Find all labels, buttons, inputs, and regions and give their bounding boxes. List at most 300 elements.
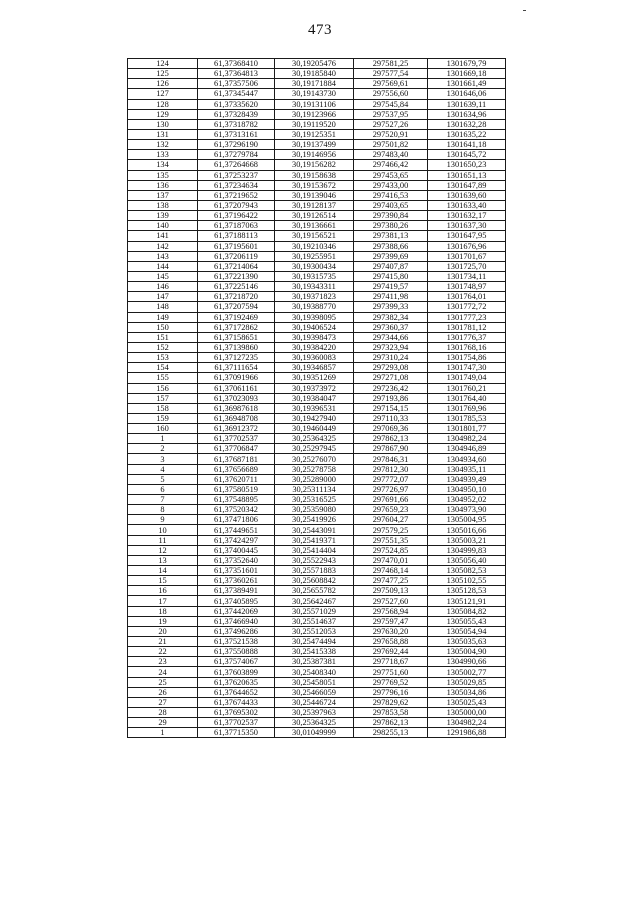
table-row: [128, 626, 506, 636]
latitude-cell: 61,37187063: [198, 221, 275, 231]
x-coordinate-cell: 297545,84: [354, 99, 428, 109]
x-coordinate-cell: 297344,66: [354, 332, 428, 342]
longitude-cell: 30,19185840: [275, 69, 354, 79]
latitude-cell: 61,37644652: [198, 687, 275, 697]
x-coordinate-cell: 297399,33: [354, 302, 428, 312]
latitude-cell: 61,37442069: [198, 606, 275, 616]
x-coordinate-cell: 297381,13: [354, 231, 428, 241]
table-row: [128, 231, 506, 241]
table-row: [128, 353, 506, 363]
point-number-cell: 1: [128, 434, 198, 444]
point-number-cell: 129: [128, 109, 198, 119]
point-number-cell: 14: [128, 566, 198, 576]
table-row: [128, 525, 506, 535]
latitude-cell: 61,37207594: [198, 302, 275, 312]
longitude-cell: 30,25364325: [275, 718, 354, 728]
y-coordinate-cell: 1301641,18: [428, 140, 506, 150]
table-row: [128, 150, 506, 160]
latitude-cell: 61,37620635: [198, 677, 275, 687]
y-coordinate-cell: 1301633,40: [428, 200, 506, 210]
point-number-cell: 159: [128, 413, 198, 423]
x-coordinate-cell: 297568,94: [354, 606, 428, 616]
point-number-cell: 155: [128, 373, 198, 383]
x-coordinate-cell: 298255,13: [354, 728, 428, 738]
table-row: [128, 576, 506, 586]
point-number-cell: 1: [128, 728, 198, 738]
longitude-cell: 30,25415338: [275, 647, 354, 657]
longitude-cell: 30,25571883: [275, 566, 354, 576]
latitude-cell: 61,37674433: [198, 697, 275, 707]
longitude-cell: 30,25387381: [275, 657, 354, 667]
y-coordinate-cell: 1304952,02: [428, 495, 506, 505]
table-row: [128, 413, 506, 423]
longitude-cell: 30,19346857: [275, 363, 354, 373]
table-row: [128, 454, 506, 464]
latitude-cell: 61,37023093: [198, 393, 275, 403]
x-coordinate-cell: 297477,25: [354, 576, 428, 586]
longitude-cell: 30,19143730: [275, 89, 354, 99]
table-row: [128, 393, 506, 403]
y-coordinate-cell: 1301734,11: [428, 271, 506, 281]
longitude-cell: 30,19460449: [275, 424, 354, 434]
point-number-cell: 150: [128, 322, 198, 332]
table-row: [128, 221, 506, 231]
longitude-cell: 30,25655782: [275, 586, 354, 596]
point-number-cell: 139: [128, 211, 198, 221]
table-row: [128, 464, 506, 474]
latitude-cell: 61,37620711: [198, 474, 275, 484]
table-row: [128, 59, 506, 69]
x-coordinate-cell: 297862,13: [354, 718, 428, 728]
longitude-cell: 30,25466059: [275, 687, 354, 697]
y-coordinate-cell: 1301747,30: [428, 363, 506, 373]
x-coordinate-cell: 297597,47: [354, 616, 428, 626]
x-coordinate-cell: 297551,35: [354, 535, 428, 545]
latitude-cell: 61,37279784: [198, 150, 275, 160]
latitude-cell: 61,37253237: [198, 170, 275, 180]
y-coordinate-cell: 1305128,53: [428, 586, 506, 596]
longitude-cell: 30,19315735: [275, 271, 354, 281]
x-coordinate-cell: 297154,15: [354, 403, 428, 413]
x-coordinate-cell: 297796,16: [354, 687, 428, 697]
longitude-cell: 30,19398095: [275, 312, 354, 322]
longitude-cell: 30,25414404: [275, 545, 354, 555]
y-coordinate-cell: 1304982,24: [428, 434, 506, 444]
longitude-cell: 30,25571029: [275, 606, 354, 616]
point-number-cell: 138: [128, 200, 198, 210]
longitude-cell: 30,19158638: [275, 170, 354, 180]
x-coordinate-cell: 297692,44: [354, 647, 428, 657]
longitude-cell: 30,19300434: [275, 261, 354, 271]
latitude-cell: 61,37214064: [198, 261, 275, 271]
y-coordinate-cell: 1304999,83: [428, 545, 506, 555]
latitude-cell: 61,37225146: [198, 282, 275, 292]
x-coordinate-cell: 297468,14: [354, 566, 428, 576]
x-coordinate-cell: 297691,66: [354, 495, 428, 505]
longitude-cell: 30,19255951: [275, 251, 354, 261]
y-coordinate-cell: 1301772,72: [428, 302, 506, 312]
longitude-cell: 30,25522943: [275, 555, 354, 565]
y-coordinate-cell: 1305056,40: [428, 555, 506, 565]
latitude-cell: 61,37702537: [198, 434, 275, 444]
y-coordinate-cell: 1301764,40: [428, 393, 506, 403]
y-coordinate-cell: 1304935,11: [428, 464, 506, 474]
table-row: [128, 708, 506, 718]
y-coordinate-cell: 1305003,21: [428, 535, 506, 545]
point-number-cell: 22: [128, 647, 198, 657]
y-coordinate-cell: 1304973,90: [428, 505, 506, 515]
table-row: [128, 109, 506, 119]
latitude-cell: 61,37471806: [198, 515, 275, 525]
latitude-cell: 61,37192469: [198, 312, 275, 322]
table-row: [128, 241, 506, 251]
longitude-cell: 30,01049999: [275, 728, 354, 738]
y-coordinate-cell: 1304939,49: [428, 474, 506, 484]
x-coordinate-cell: 297846,31: [354, 454, 428, 464]
x-coordinate-cell: 297110,33: [354, 413, 428, 423]
y-coordinate-cell: 1301781,12: [428, 322, 506, 332]
y-coordinate-cell: 1301769,96: [428, 403, 506, 413]
longitude-cell: 30,25419926: [275, 515, 354, 525]
y-coordinate-cell: 1301651,13: [428, 170, 506, 180]
latitude-cell: 61,37400445: [198, 545, 275, 555]
y-coordinate-cell: 1301749,04: [428, 373, 506, 383]
y-coordinate-cell: 1305035,63: [428, 637, 506, 647]
point-number-cell: 5: [128, 474, 198, 484]
x-coordinate-cell: 297812,30: [354, 464, 428, 474]
x-coordinate-cell: 297293,08: [354, 363, 428, 373]
point-number-cell: 20: [128, 626, 198, 636]
latitude-cell: 61,37188113: [198, 231, 275, 241]
x-coordinate-cell: 297524,85: [354, 545, 428, 555]
longitude-cell: 30,19119520: [275, 119, 354, 129]
y-coordinate-cell: 1301748,97: [428, 282, 506, 292]
latitude-cell: 61,37702537: [198, 718, 275, 728]
point-number-cell: 2: [128, 444, 198, 454]
coordinates-table: [127, 58, 506, 738]
y-coordinate-cell: 1305034,86: [428, 687, 506, 697]
latitude-cell: 61,37335620: [198, 99, 275, 109]
longitude-cell: 30,19123966: [275, 109, 354, 119]
table-row: [128, 79, 506, 89]
x-coordinate-cell: 297577,54: [354, 69, 428, 79]
table-row: [128, 373, 506, 383]
x-coordinate-cell: 297659,23: [354, 505, 428, 515]
longitude-cell: 30,19371823: [275, 292, 354, 302]
table-row: [128, 728, 506, 738]
longitude-cell: 30,19384047: [275, 393, 354, 403]
point-number-cell: 148: [128, 302, 198, 312]
table-row: [128, 119, 506, 129]
y-coordinate-cell: 1305025,43: [428, 697, 506, 707]
x-coordinate-cell: 297579,25: [354, 525, 428, 535]
longitude-cell: 30,25514637: [275, 616, 354, 626]
table-row: [128, 596, 506, 606]
y-coordinate-cell: 1304950,10: [428, 484, 506, 494]
x-coordinate-cell: 297556,60: [354, 89, 428, 99]
point-number-cell: 147: [128, 292, 198, 302]
latitude-cell: 61,37196422: [198, 211, 275, 221]
point-number-cell: 9: [128, 515, 198, 525]
point-number-cell: 158: [128, 403, 198, 413]
point-number-cell: 26: [128, 687, 198, 697]
longitude-cell: 30,25642467: [275, 596, 354, 606]
longitude-cell: 30,19398473: [275, 332, 354, 342]
y-coordinate-cell: 1301635,22: [428, 129, 506, 139]
point-number-cell: 25: [128, 677, 198, 687]
table-row: [128, 444, 506, 454]
table-row: [128, 302, 506, 312]
x-coordinate-cell: 297769,52: [354, 677, 428, 687]
point-number-cell: 153: [128, 353, 198, 363]
latitude-cell: 61,37364813: [198, 69, 275, 79]
latitude-cell: 61,37219652: [198, 190, 275, 200]
y-coordinate-cell: 1301645,72: [428, 150, 506, 160]
x-coordinate-cell: 297388,66: [354, 241, 428, 251]
y-coordinate-cell: 1305082,53: [428, 566, 506, 576]
latitude-cell: 61,37656689: [198, 464, 275, 474]
longitude-cell: 30,19137499: [275, 140, 354, 150]
latitude-cell: 61,37264668: [198, 160, 275, 170]
point-number-cell: 27: [128, 697, 198, 707]
table-row: [128, 566, 506, 576]
y-coordinate-cell: 1305016,66: [428, 525, 506, 535]
table-row: [128, 322, 506, 332]
longitude-cell: 30,19156282: [275, 160, 354, 170]
latitude-cell: 61,37521538: [198, 637, 275, 647]
x-coordinate-cell: 297483,40: [354, 150, 428, 160]
x-coordinate-cell: 297419,57: [354, 282, 428, 292]
table-row: [128, 190, 506, 200]
latitude-cell: 61,37111654: [198, 363, 275, 373]
longitude-cell: 30,19351269: [275, 373, 354, 383]
table-row: [128, 180, 506, 190]
longitude-cell: 30,25289000: [275, 474, 354, 484]
table-row: [128, 555, 506, 565]
y-coordinate-cell: 1305004,95: [428, 515, 506, 525]
latitude-cell: 61,37345447: [198, 89, 275, 99]
latitude-cell: 61,37127235: [198, 353, 275, 363]
y-coordinate-cell: 1305029,85: [428, 677, 506, 687]
latitude-cell: 61,37139860: [198, 342, 275, 352]
table-row: [128, 332, 506, 342]
table-row: [128, 718, 506, 728]
latitude-cell: 61,37296190: [198, 140, 275, 150]
table-row: [128, 484, 506, 494]
x-coordinate-cell: 297520,91: [354, 129, 428, 139]
longitude-cell: 30,25397963: [275, 708, 354, 718]
point-number-cell: 29: [128, 718, 198, 728]
y-coordinate-cell: 1301647,89: [428, 180, 506, 190]
longitude-cell: 30,19126514: [275, 211, 354, 221]
y-coordinate-cell: 1305084,82: [428, 606, 506, 616]
x-coordinate-cell: 297271,08: [354, 373, 428, 383]
y-coordinate-cell: 1304990,66: [428, 657, 506, 667]
latitude-cell: 61,37580519: [198, 484, 275, 494]
longitude-cell: 30,19136661: [275, 221, 354, 231]
page-number: 473: [308, 22, 332, 38]
table-row: [128, 292, 506, 302]
longitude-cell: 30,19373972: [275, 383, 354, 393]
longitude-cell: 30,25297945: [275, 444, 354, 454]
longitude-cell: 30,19146956: [275, 150, 354, 160]
point-number-cell: 126: [128, 79, 198, 89]
table-row: [128, 312, 506, 322]
y-coordinate-cell: 1301661,49: [428, 79, 506, 89]
longitude-cell: 30,19384220: [275, 342, 354, 352]
point-number-cell: 160: [128, 424, 198, 434]
y-coordinate-cell: 1301646,06: [428, 89, 506, 99]
point-number-cell: 135: [128, 170, 198, 180]
longitude-cell: 30,19343311: [275, 282, 354, 292]
point-number-cell: 10: [128, 525, 198, 535]
y-coordinate-cell: 1301760,21: [428, 383, 506, 393]
point-number-cell: 136: [128, 180, 198, 190]
y-coordinate-cell: 1301639,60: [428, 190, 506, 200]
point-number-cell: 6: [128, 484, 198, 494]
point-number-cell: 133: [128, 150, 198, 160]
y-coordinate-cell: 1305054,94: [428, 626, 506, 636]
table-row: [128, 474, 506, 484]
table-row: [128, 657, 506, 667]
longitude-cell: 30,25608842: [275, 576, 354, 586]
x-coordinate-cell: 297310,24: [354, 353, 428, 363]
point-number-cell: 11: [128, 535, 198, 545]
latitude-cell: 61,36948708: [198, 413, 275, 423]
y-coordinate-cell: 1305000,00: [428, 708, 506, 718]
y-coordinate-cell: 1301777,23: [428, 312, 506, 322]
table-row: [128, 200, 506, 210]
longitude-cell: 30,19427940: [275, 413, 354, 423]
point-number-cell: 16: [128, 586, 198, 596]
latitude-cell: 61,36912372: [198, 424, 275, 434]
y-coordinate-cell: 1301776,37: [428, 332, 506, 342]
longitude-cell: 30,25408340: [275, 667, 354, 677]
point-number-cell: 3: [128, 454, 198, 464]
longitude-cell: 30,19360083: [275, 353, 354, 363]
x-coordinate-cell: 297411,98: [354, 292, 428, 302]
latitude-cell: 61,37449651: [198, 525, 275, 535]
latitude-cell: 61,37357506: [198, 79, 275, 89]
latitude-cell: 61,37389491: [198, 586, 275, 596]
longitude-cell: 30,25474494: [275, 637, 354, 647]
y-coordinate-cell: 1305102,55: [428, 576, 506, 586]
y-coordinate-cell: 1301801,77: [428, 424, 506, 434]
table-row: [128, 89, 506, 99]
table-row: [128, 434, 506, 444]
table-row: [128, 545, 506, 555]
latitude-cell: 61,37172862: [198, 322, 275, 332]
y-coordinate-cell: 1301634,96: [428, 109, 506, 119]
longitude-cell: 30,19153672: [275, 180, 354, 190]
latitude-cell: 61,37351601: [198, 566, 275, 576]
table-row: [128, 211, 506, 221]
point-number-cell: 21: [128, 637, 198, 647]
table-row: [128, 687, 506, 697]
latitude-cell: 61,37695302: [198, 708, 275, 718]
latitude-cell: 61,37158651: [198, 332, 275, 342]
point-number-cell: 146: [128, 282, 198, 292]
longitude-cell: 30,25419371: [275, 535, 354, 545]
x-coordinate-cell: 297390,84: [354, 211, 428, 221]
x-coordinate-cell: 297360,37: [354, 322, 428, 332]
y-coordinate-cell: 1301768,16: [428, 342, 506, 352]
y-coordinate-cell: 1301701,67: [428, 251, 506, 261]
x-coordinate-cell: 297236,42: [354, 383, 428, 393]
point-number-cell: 131: [128, 129, 198, 139]
table-row: [128, 99, 506, 109]
point-number-cell: 144: [128, 261, 198, 271]
point-number-cell: 124: [128, 59, 198, 69]
y-coordinate-cell: 1301754,86: [428, 353, 506, 363]
table-row: [128, 606, 506, 616]
x-coordinate-cell: 297453,65: [354, 170, 428, 180]
table-row: [128, 677, 506, 687]
y-coordinate-cell: 1301669,18: [428, 69, 506, 79]
table-row: [128, 170, 506, 180]
y-coordinate-cell: 1301637,30: [428, 221, 506, 231]
point-number-cell: 156: [128, 383, 198, 393]
x-coordinate-cell: 297509,13: [354, 586, 428, 596]
longitude-cell: 30,19210346: [275, 241, 354, 251]
latitude-cell: 61,36987618: [198, 403, 275, 413]
point-number-cell: 127: [128, 89, 198, 99]
coordinates-table-body: [128, 59, 506, 738]
point-number-cell: 151: [128, 332, 198, 342]
longitude-cell: 30,19131106: [275, 99, 354, 109]
y-coordinate-cell: 1291986,88: [428, 728, 506, 738]
point-number-cell: 152: [128, 342, 198, 352]
table-row: [128, 129, 506, 139]
longitude-cell: 30,19205476: [275, 59, 354, 69]
point-number-cell: 28: [128, 708, 198, 718]
point-number-cell: 157: [128, 393, 198, 403]
table-row: [128, 363, 506, 373]
table-row: [128, 535, 506, 545]
x-coordinate-cell: 297853,58: [354, 708, 428, 718]
longitude-cell: 30,19396531: [275, 403, 354, 413]
point-number-cell: 7: [128, 495, 198, 505]
y-coordinate-cell: 1301676,96: [428, 241, 506, 251]
x-coordinate-cell: 297380,26: [354, 221, 428, 231]
latitude-cell: 61,37405895: [198, 596, 275, 606]
x-coordinate-cell: 297415,80: [354, 271, 428, 281]
y-coordinate-cell: 1301785,53: [428, 413, 506, 423]
latitude-cell: 61,37706847: [198, 444, 275, 454]
table-row: [128, 515, 506, 525]
x-coordinate-cell: 297069,36: [354, 424, 428, 434]
point-number-cell: 13: [128, 555, 198, 565]
point-number-cell: 24: [128, 667, 198, 677]
y-coordinate-cell: 1301764,01: [428, 292, 506, 302]
table-row: [128, 495, 506, 505]
point-number-cell: 134: [128, 160, 198, 170]
y-coordinate-cell: 1305004,90: [428, 647, 506, 657]
latitude-cell: 61,37328439: [198, 109, 275, 119]
point-number-cell: 23: [128, 657, 198, 667]
x-coordinate-cell: 297718,67: [354, 657, 428, 667]
table-row: [128, 383, 506, 393]
y-coordinate-cell: 1305121,91: [428, 596, 506, 606]
point-number-cell: 125: [128, 69, 198, 79]
point-number-cell: 128: [128, 99, 198, 109]
y-coordinate-cell: 1304934,60: [428, 454, 506, 464]
point-number-cell: 8: [128, 505, 198, 515]
table-row: [128, 342, 506, 352]
point-number-cell: 18: [128, 606, 198, 616]
x-coordinate-cell: 297527,60: [354, 596, 428, 606]
y-coordinate-cell: 1305002,77: [428, 667, 506, 677]
